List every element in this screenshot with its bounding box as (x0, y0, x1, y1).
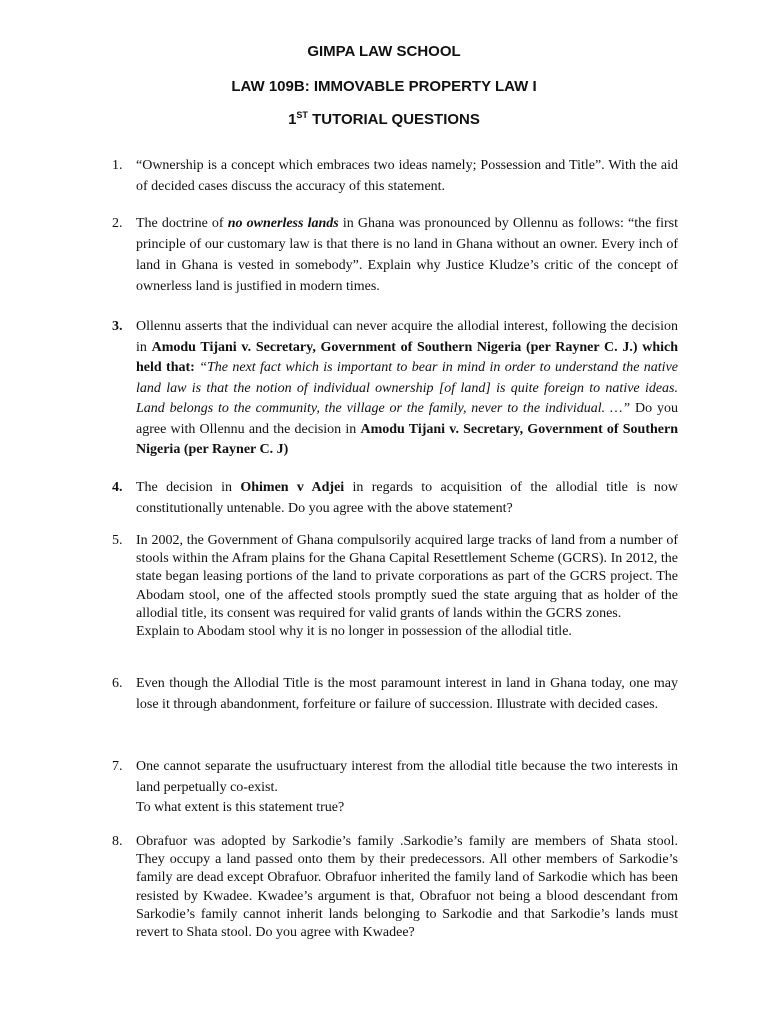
question-1 (112, 155, 678, 197)
tutorial-ordinal-suffix: ST (296, 110, 308, 120)
question-3 (112, 317, 678, 461)
question-text-followup: Explain to Abodam stool why it is no longer in possession of the allodial title. (136, 624, 572, 640)
question-number: 8. (112, 834, 123, 849)
case-quote: “The next fact which is important to bear in mind in order to understand the native land law is that the notion of individual ownership [of land] is quite foreign to native ideas. Land belongs to the community, the village or the family, never to the individual. …” (136, 360, 678, 416)
question-4 (112, 478, 678, 519)
tutorial-title (0, 111, 768, 129)
question-text: One cannot separate the usufructuary interest from the allodial title because the two interests in land perpetually co-exist. (136, 759, 678, 795)
question-text-part: The decision in (136, 480, 241, 495)
question-6 (112, 674, 678, 715)
question-number: 1. (112, 158, 123, 173)
question-number: 3. (112, 319, 123, 334)
case-citation: Ohimen v Adjei (240, 480, 345, 495)
question-number: 4. (112, 480, 123, 495)
question-number: 5. (112, 533, 123, 548)
question-text-part: in regards to acquisition of the allodial title is now constitutionally untenable. Do you agree with the above statement? (136, 480, 679, 516)
case-citation: Amodu Tijani v. Secretary, Government of Southern Nigeria (per Rayner C. J.) which held that: (136, 339, 678, 375)
question-number: 7. (112, 759, 123, 774)
question-text-part: in Ghana was pronounced by Ollennu as follows: “the first principle of our customary law is that there is no land in Ghana without an owner. Every inch of land in Ghana is vested in somebody”. Explain why Justice Kludze’s critic of the concept of ownerless land is justified in modern times. (136, 216, 678, 294)
question-text: In 2002, the Government of Ghana compulsorily acquired large tracks of land from a number of stools within the Afram plains for the Ghana Capital Resettlement Scheme (GCRS). In 2012, the state began leasing portions of the land to private corporations as part of the GCRS project. The Abodam stool, one of the affected stools promptly sued the state arguing that as holder of the allodial title, its consent was required for valid grants of lands within the GCRS zones. (136, 533, 678, 621)
question-2 (112, 213, 678, 297)
question-text-part: The doctrine of (136, 216, 228, 231)
question-text: Even though the Allodial Title is the most paramount interest in land in Ghana today, one may lose it through abandonment, forfeiture or failure of succession. Illustrate with decided cases. (136, 676, 678, 712)
tutorial-title-text: TUTORIAL QUESTIONS (307, 111, 480, 128)
question-5 (112, 532, 678, 641)
question-text (136, 478, 678, 519)
question-text (136, 317, 678, 461)
question-number: 6. (112, 676, 123, 691)
tutorial-ordinal: 1 (288, 111, 297, 128)
question-8 (112, 833, 678, 942)
doctrine-emphasis: no ownerless lands (227, 216, 339, 231)
question-number: 2. (112, 216, 123, 231)
course-title: LAW 109B: IMMOVABLE PROPERTY LAW I (231, 78, 537, 95)
question-text-part: Ollennu asserts that the individual can never acquire the allodial interest, following the decision in (136, 319, 678, 355)
school-title: GIMPA LAW SCHOOL (307, 43, 461, 60)
question-text-followup: To what extent is this statement true? (136, 800, 345, 815)
question-text: Obrafuor was adopted by Sarkodie’s family .Sarkodie’s family are members of Shata stool. They occupy a land passed onto them by their predecessors. All other members of Sarkodie’s family are dead except Obrafuor. Obrafuor inherited the family land of Sarkodie which has been resisted by Kwadee. Kwadee’s argument is that, Obrafuor not being a blood descendant from Sarkodie’s family cannot inherit lands belonging to Sarkodie and that Sarkodie’s lands must revert to Shata stool. Do you agree with Kwadee? (136, 834, 678, 941)
case-citation: Amodu Tijani v. Secretary, Government of Southern Nigeria (per Rayner C. J) (136, 421, 678, 457)
question-text (136, 213, 678, 297)
question-text: “Ownership is a concept which embraces two ideas namely; Possession and Title”. With the aid of decided cases discuss the accuracy of this statement. (136, 158, 678, 194)
question-text-part: Do you agree with Ollennu and the decision in (136, 401, 678, 437)
question-7 (112, 757, 678, 819)
